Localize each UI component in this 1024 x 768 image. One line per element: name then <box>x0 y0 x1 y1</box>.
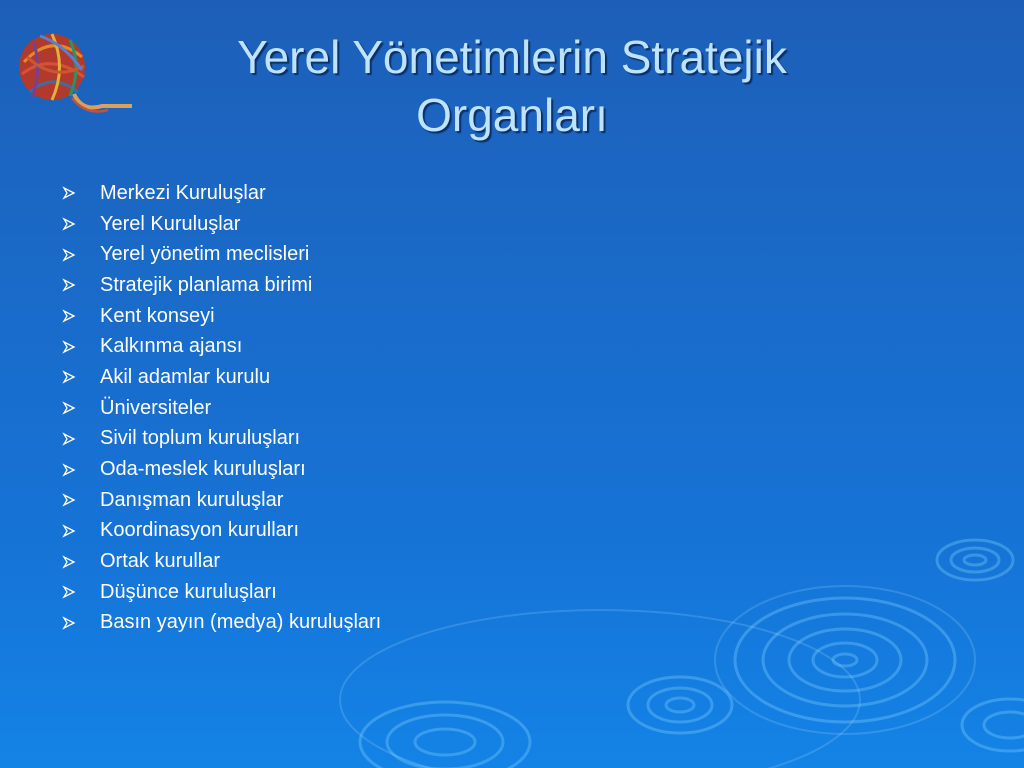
list-item-label: Oda-meslek kuruluşları <box>100 458 306 481</box>
arrow-bullet-icon <box>62 370 100 384</box>
list-item <box>62 301 381 332</box>
bullet-list <box>62 178 381 638</box>
list-item <box>62 331 381 362</box>
list-item-label: Sivil toplum kuruluşları <box>100 427 301 450</box>
list-item-label: Yerel yönetim meclisleri <box>100 243 310 266</box>
list-item-label: Ortak kurullar <box>100 550 221 573</box>
list-item <box>62 209 381 240</box>
slide-title: Yerel Yönetimlerin Stratejik Organları <box>237 31 787 141</box>
list-item <box>62 393 381 424</box>
list-item <box>62 577 381 608</box>
arrow-bullet-icon <box>62 278 100 292</box>
list-item-label: Stratejik planlama birimi <box>100 273 313 296</box>
list-item-label: Akil adamlar kurulu <box>100 365 271 388</box>
arrow-bullet-icon <box>62 217 100 231</box>
arrow-bullet-icon <box>62 463 100 477</box>
yarn-ball-logo-icon <box>12 22 136 116</box>
list-item-label: Basın yayın (medya) kuruluşları <box>100 611 382 634</box>
list-item <box>62 454 381 485</box>
list-item-label: Düşünce kuruluşları <box>100 580 277 603</box>
list-item <box>62 485 381 516</box>
arrow-bullet-icon <box>62 585 100 599</box>
list-item <box>62 270 381 301</box>
list-item <box>62 546 381 577</box>
arrow-bullet-icon <box>62 555 100 569</box>
list-item <box>62 178 381 209</box>
arrow-bullet-icon <box>62 493 100 507</box>
arrow-bullet-icon <box>62 340 100 354</box>
arrow-bullet-icon <box>62 524 100 538</box>
arrow-bullet-icon <box>62 309 100 323</box>
arrow-bullet-icon <box>62 616 100 630</box>
arrow-bullet-icon <box>62 401 100 415</box>
list-item <box>62 424 381 455</box>
list-item <box>62 516 381 547</box>
list-item <box>62 362 381 393</box>
list-item-label: Koordinasyon kurulları <box>100 519 299 542</box>
list-item-label: Kalkınma ajansı <box>100 335 243 358</box>
arrow-bullet-icon <box>62 248 100 262</box>
arrow-bullet-icon <box>62 186 100 200</box>
list-item <box>62 608 381 639</box>
list-item-label: Yerel Kuruluşlar <box>100 212 241 235</box>
arrow-bullet-icon <box>62 432 100 446</box>
list-item <box>62 239 381 270</box>
list-item-label: Üniversiteler <box>100 396 212 419</box>
list-item-label: Merkezi Kuruluşlar <box>100 181 266 204</box>
list-item-label: Danışman kuruluşlar <box>100 488 284 511</box>
list-item-label: Kent konseyi <box>100 304 215 327</box>
